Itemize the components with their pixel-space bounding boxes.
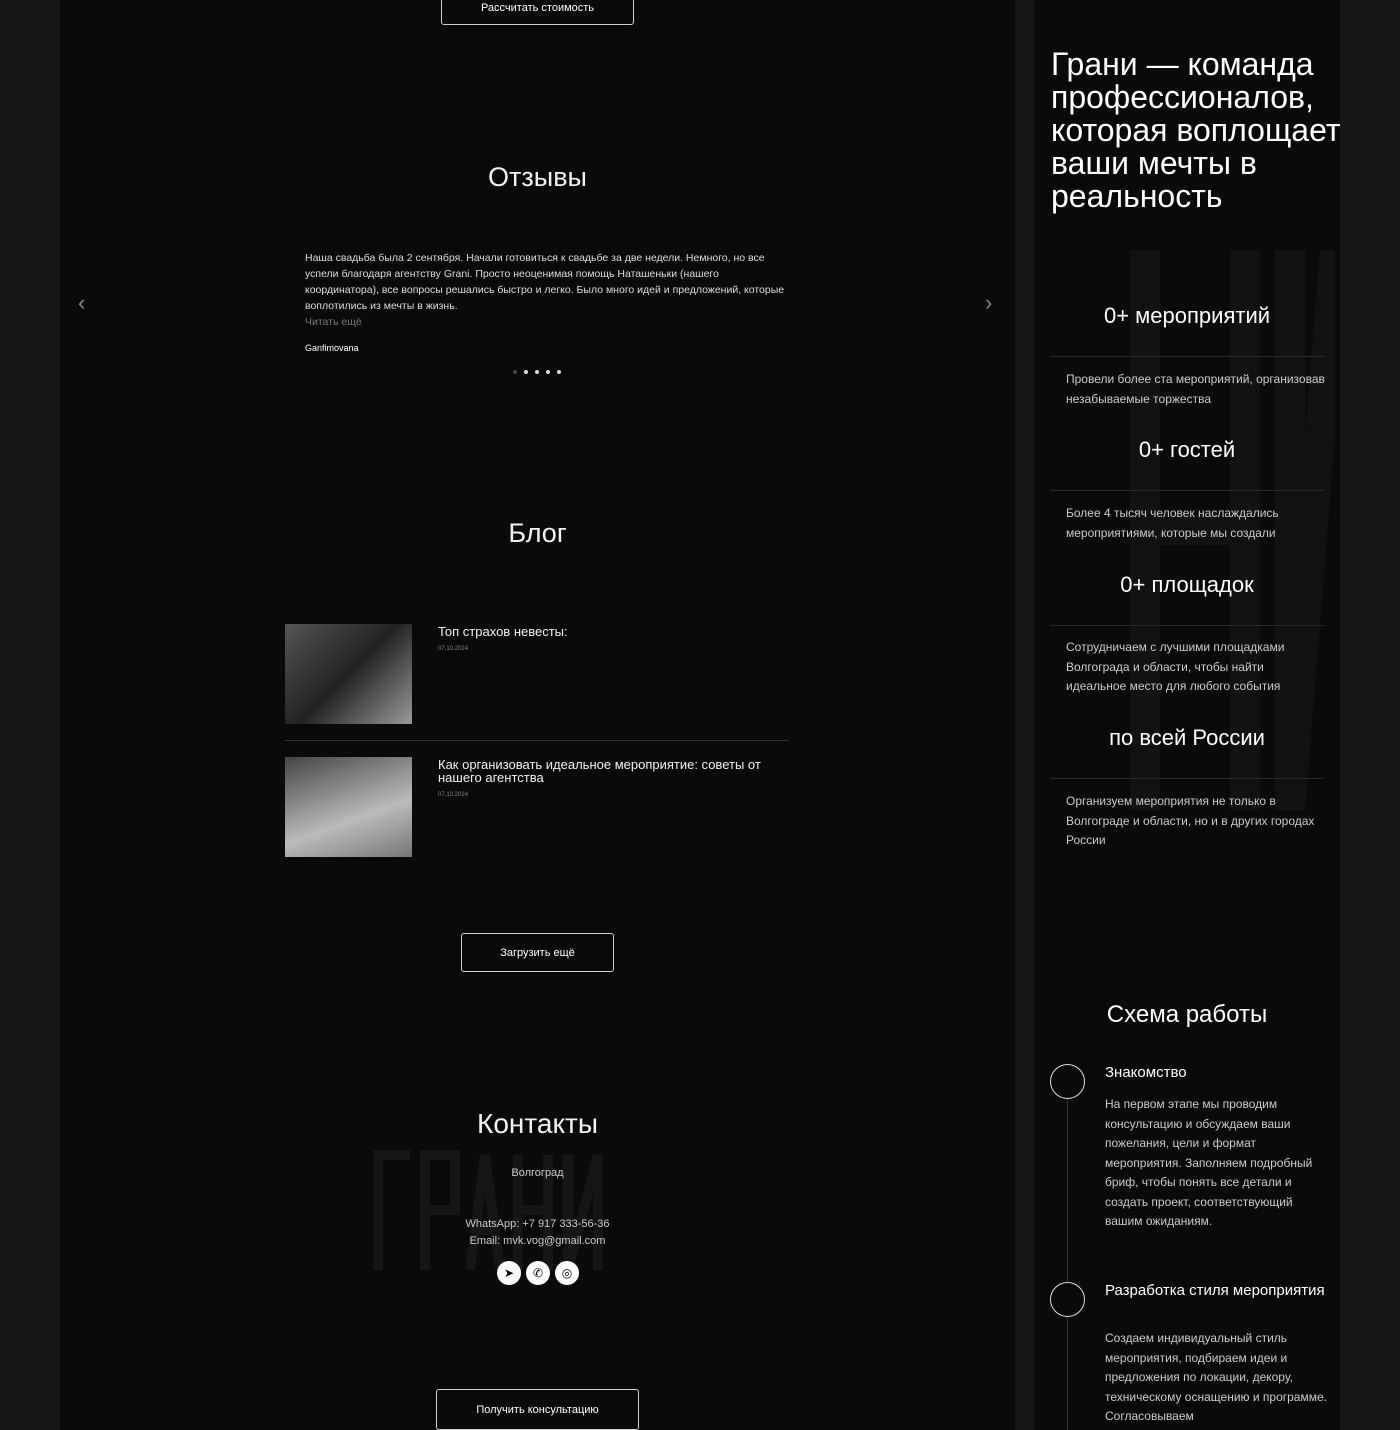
stat-value: 0+ площадок	[1120, 572, 1254, 597]
review-text: Наша свадьба была 2 сентября. Начали готовиться к свадьбе за две недели. Немного, но все успели благодаря агентству Grani. Просто неоценимая помощь Наташеньки (нашего координатора), все вопросы решались быстро и легко. Было много идей и предложений, которые воплотились из мечты в жизнь.	[305, 252, 785, 312]
step-description: Создаем индивидуальный стиль мероприятия, подбираем идеи и предложения по локации, декору, техническому оснащению и программе. Согласовываем	[1105, 1331, 1327, 1423]
review-pagination	[513, 370, 561, 374]
read-more-link[interactable]: Читать ещё	[305, 316, 362, 328]
about-title: Грани — команда профессионалов, которая воплощает ваши мечты в реальность	[1051, 46, 1340, 214]
divider	[1050, 490, 1324, 491]
load-more-label: Загрузить ещё	[500, 946, 575, 959]
main-column	[60, 0, 1015, 1430]
post-image[interactable]	[285, 624, 412, 724]
divider	[1050, 356, 1324, 357]
process-title: Схема работы	[1106, 1001, 1268, 1028]
stat-description: Более 4 тысяч человек наслаждались мероприятиями, которые мы создали	[1066, 506, 1279, 540]
blog-title: Блог	[508, 518, 567, 548]
contacts-title: Контакты	[477, 1108, 598, 1139]
pagination-dot[interactable]	[535, 370, 539, 374]
post-image[interactable]	[285, 757, 412, 857]
step-title: Разработка стиля мероприятия	[1105, 1282, 1325, 1299]
next-review-arrow-icon[interactable]: ›	[985, 290, 993, 315]
pagination-dot[interactable]	[524, 370, 528, 374]
calculate-cost-button[interactable]: Рассчитать стоимость	[441, 0, 634, 25]
stat-description: Провели более ста мероприятий, организовав незабываемые торжества	[1066, 372, 1325, 406]
divider	[1050, 778, 1324, 779]
divider	[1050, 625, 1324, 626]
get-consultation-label: Получить консультацию	[476, 1403, 599, 1416]
timeline-line	[1067, 1099, 1068, 1430]
load-more-button[interactable]	[461, 933, 614, 972]
stat-value: 0+ мероприятий	[1103, 303, 1271, 328]
stat-value: 0+ гостей	[1138, 437, 1236, 462]
social-links	[497, 1261, 579, 1285]
contacts-city: Волгоград	[511, 1167, 564, 1179]
post-date: 07.10.2024	[438, 792, 469, 798]
contacts-whatsapp[interactable]: WhatsApp: +7 917 333-56-36	[465, 1218, 610, 1230]
post-date: 07.10.2024	[438, 646, 469, 652]
prev-review-arrow-icon[interactable]: ‹	[78, 290, 86, 315]
contacts-email[interactable]: Email: mvk.vog@gmail.com	[469, 1235, 606, 1247]
background-watermark-logo	[1075, 250, 1335, 850]
blog-post[interactable]	[285, 624, 789, 741]
post-title[interactable]: Как организовать идеальное мероприятие: советы от нашего агентства	[438, 757, 761, 785]
pagination-dot[interactable]	[513, 370, 517, 374]
review-card	[305, 250, 795, 356]
pagination-dot[interactable]	[557, 370, 561, 374]
telegram-icon[interactable]: ➤	[497, 1261, 521, 1285]
reviews-title: Отзывы	[488, 162, 587, 192]
stat-description: Организуем мероприятия не только в Волгограде и области, но и в других городах России	[1066, 794, 1315, 847]
review-author: Ganfimovana	[305, 343, 359, 353]
whatsapp-icon[interactable]: ✆	[526, 1261, 550, 1285]
instagram-icon[interactable]: ◎	[555, 1261, 579, 1285]
post-title[interactable]: Топ страхов невесты:	[438, 624, 568, 639]
blog-post[interactable]	[285, 757, 789, 857]
pagination-dot[interactable]	[546, 370, 550, 374]
stat-description: Сотрудничаем с лучшими площадками Волгограда и области, чтобы найти идеальное место для любого события	[1066, 640, 1285, 693]
step-description: На первом этапе мы проводим консультацию и обсуждаем ваши пожелания, цели и формат мероприятия. Заполняем подробный бриф, чтобы понять все детали и создать проект, соответствующий вашим ожиданиям.	[1105, 1097, 1313, 1228]
get-consultation-button[interactable]	[436, 1389, 639, 1430]
about-column	[1035, 0, 1340, 1430]
step-circle	[1050, 1064, 1085, 1099]
step-circle	[1050, 1282, 1085, 1317]
step-title: Знакомство	[1105, 1064, 1187, 1081]
stat-value: по всей России	[1109, 725, 1265, 750]
